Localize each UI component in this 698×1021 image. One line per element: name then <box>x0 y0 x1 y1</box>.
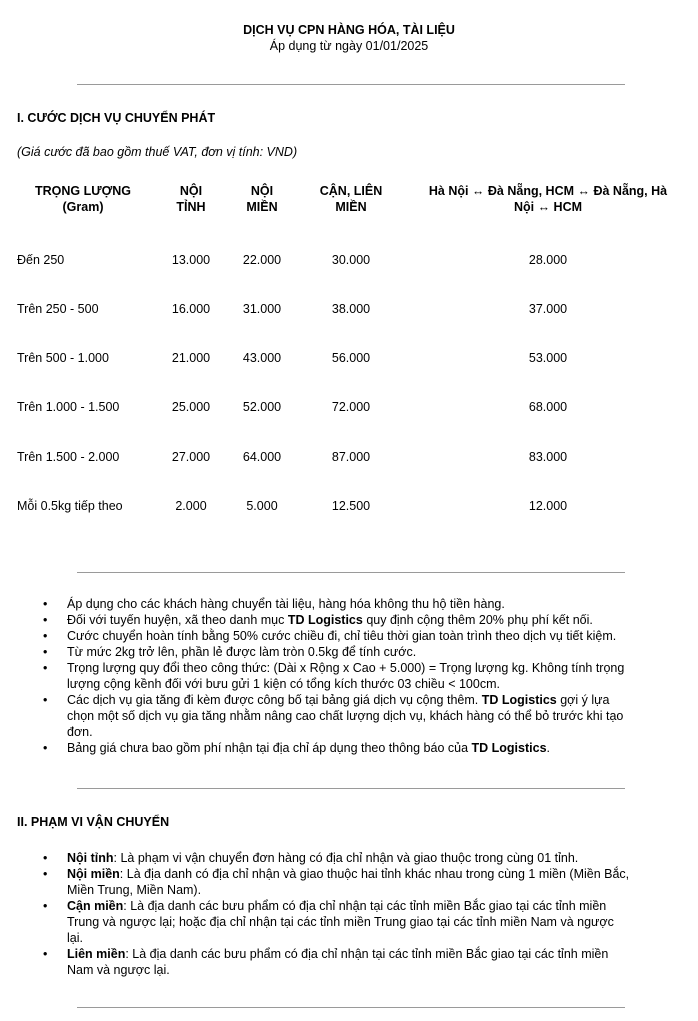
divider <box>77 788 625 789</box>
document-title: DỊCH VỤ CPN HÀNG HÓA, TÀI LIỆU <box>243 23 455 37</box>
bullet-icon: • <box>43 693 48 707</box>
cell-weight: Trên 250 - 500 <box>17 302 99 316</box>
cell-special-route: 37.000 <box>528 302 568 316</box>
brand-name: TD Logistics <box>287 613 363 627</box>
bullet-icon: • <box>43 899 48 913</box>
bullet-icon: • <box>43 947 48 961</box>
list-item: • Các dịch vụ gia tăng đi kèm được công bố tại bảng giá dịch vụ cộng thêm. TD Logistics gợi ý lựa chọn một số dịch vụ gia tăng nhằm nâng cao chất lượng dịch vụ, khách hàng có thể bỏ trước khi tạo đơn. <box>43 693 624 739</box>
cell-weight: Mỗi 0.5kg tiếp theo <box>17 499 123 513</box>
bullet-icon: • <box>43 645 48 659</box>
cell-weight: Trên 500 - 1.000 <box>17 351 109 365</box>
cell-noi-mien: 64.000 <box>242 450 282 464</box>
cell-weight: Đến 250 <box>17 253 65 267</box>
scope-term: Cận miền <box>67 899 124 913</box>
cell-special-route: 83.000 <box>528 450 568 464</box>
cell-noi-mien: 43.000 <box>242 351 282 365</box>
list-item: • Nội tỉnh: Là phạm vi vận chuyển đơn hàng có địa chỉ nhận và giao thuộc trong cùng 01 tỉnh. <box>43 851 579 865</box>
cell-noi-mien: 22.000 <box>242 253 282 267</box>
bullet-icon: • <box>43 867 48 881</box>
scope-term: Nội miền <box>67 867 120 881</box>
table-row <box>0 253 698 269</box>
list-item: • Cước chuyển hoàn tính bằng 50% cước chiều đi, chỉ tiêu thời gian toàn trình theo dịch vụ tiết kiệm. <box>43 629 617 643</box>
list-item: • Từ mức 2kg trở lên, phần lẻ được làm tròn 0.5kg để tính cước. <box>43 645 417 659</box>
cell-can-lien-mien: 56.000 <box>331 351 371 365</box>
table-row <box>0 351 698 367</box>
table-row <box>0 450 698 466</box>
bullet-icon: • <box>43 741 48 755</box>
list-item: • Bảng giá chưa bao gồm phí nhận tại địa chỉ áp dụng theo thông báo của TD Logistics. <box>43 741 551 755</box>
document-header <box>0 22 698 54</box>
document-subtitle: Áp dụng từ ngày 01/01/2025 <box>269 39 429 53</box>
cell-special-route: 28.000 <box>528 253 568 267</box>
divider <box>77 1007 625 1008</box>
cell-can-lien-mien: 38.000 <box>331 302 371 316</box>
cell-noi-tinh: 2.000 <box>175 499 207 513</box>
list-item: • Liên miền: Là địa danh các bưu phẩm có địa chỉ nhận tại các tỉnh miền Bắc giao tại các tỉnh miền Nam và ngược lại. <box>43 947 609 977</box>
list-item: • Trọng lượng quy đổi theo công thức: (Dài x Rộng x Cao + 5.000) = Trọng lượng kg. Không tính trọng lượng cộng kềnh đối với bưu gửi 1 kiện có tổng kích thước 03 chiều < 100cm. <box>43 661 625 691</box>
cell-noi-tinh: 13.000 <box>171 253 211 267</box>
section-2-title: II. PHẠM VI VẬN CHUYỂN <box>17 815 170 829</box>
cell-special-route: 12.000 <box>528 499 568 513</box>
cell-noi-mien: 31.000 <box>242 302 282 316</box>
price-note: (Giá cước đã bao gồm thuế VAT, đơn vị tính: VND) <box>17 145 298 159</box>
bullet-icon: • <box>43 629 48 643</box>
cell-can-lien-mien: 12.500 <box>331 499 371 513</box>
column-header-weight: TRỌNG LƯỢNG (Gram) <box>34 184 132 214</box>
table-row <box>0 302 698 318</box>
list-item: • Áp dụng cho các khách hàng chuyển tài liệu, hàng hóa không thu hộ tiền hàng. <box>43 597 505 611</box>
brand-name: TD Logistics <box>481 693 557 707</box>
bullet-icon: • <box>43 597 48 611</box>
cell-weight: Trên 1.500 - 2.000 <box>17 450 120 464</box>
cell-noi-tinh: 21.000 <box>171 351 211 365</box>
table-row <box>0 499 698 515</box>
cell-can-lien-mien: 30.000 <box>331 253 371 267</box>
bullet-icon: • <box>43 613 48 627</box>
cell-noi-tinh: 16.000 <box>171 302 211 316</box>
list-item: • Nội miền: Là địa danh có địa chỉ nhận và giao thuộc hai tỉnh khác nhau trong cùng 1 miền (Miền Bắc, Miền Trung, Miền Nam). <box>43 867 630 897</box>
cell-special-route: 53.000 <box>528 351 568 365</box>
column-header-can-lien-mien: CẬN, LIÊN MIỀN <box>319 184 383 214</box>
list-item: • Đối với tuyến huyện, xã theo danh mục TD Logistics quy định cộng thêm 20% phụ phí kết nối. <box>43 613 593 627</box>
cell-can-lien-mien: 87.000 <box>331 450 371 464</box>
column-header-noi-tinh: NỘI TỈNH <box>176 184 206 214</box>
divider <box>77 84 625 85</box>
table-row <box>0 400 698 416</box>
cell-can-lien-mien: 72.000 <box>331 400 371 414</box>
cell-weight: Trên 1.000 - 1.500 <box>17 400 120 414</box>
cell-noi-mien: 52.000 <box>242 400 282 414</box>
scope-list <box>0 850 698 978</box>
scope-term: Nội tỉnh <box>67 851 114 865</box>
divider <box>77 572 625 573</box>
bullet-icon: • <box>43 851 48 865</box>
brand-name: TD Logistics <box>471 741 547 755</box>
column-header-special-routes: Hà Nội ↔ Đà Nẵng, HCM ↔ Đà Nẵng, Hà Nội ↔ HCM <box>428 184 668 214</box>
terms-list <box>0 596 698 756</box>
bullet-icon: • <box>43 661 48 675</box>
section-1-title: I. CƯỚC DỊCH VỤ CHUYỂN PHÁT <box>17 111 216 125</box>
column-header-noi-mien: NỘI MIỀN <box>246 184 278 214</box>
list-item: • Cận miền: Là địa danh các bưu phẩm có địa chỉ nhận tại các tỉnh miền Bắc giao tại các tỉnh miền Trung và ngược lại; hoặc địa chỉ nhận tại các tỉnh miền Trung giao tại các tỉnh miền Nam và ngược lại. <box>43 899 614 945</box>
cell-noi-mien: 5.000 <box>246 499 278 513</box>
cell-noi-tinh: 27.000 <box>171 450 211 464</box>
scope-term: Liên miền <box>67 947 126 961</box>
cell-special-route: 68.000 <box>528 400 568 414</box>
cell-noi-tinh: 25.000 <box>171 400 211 414</box>
